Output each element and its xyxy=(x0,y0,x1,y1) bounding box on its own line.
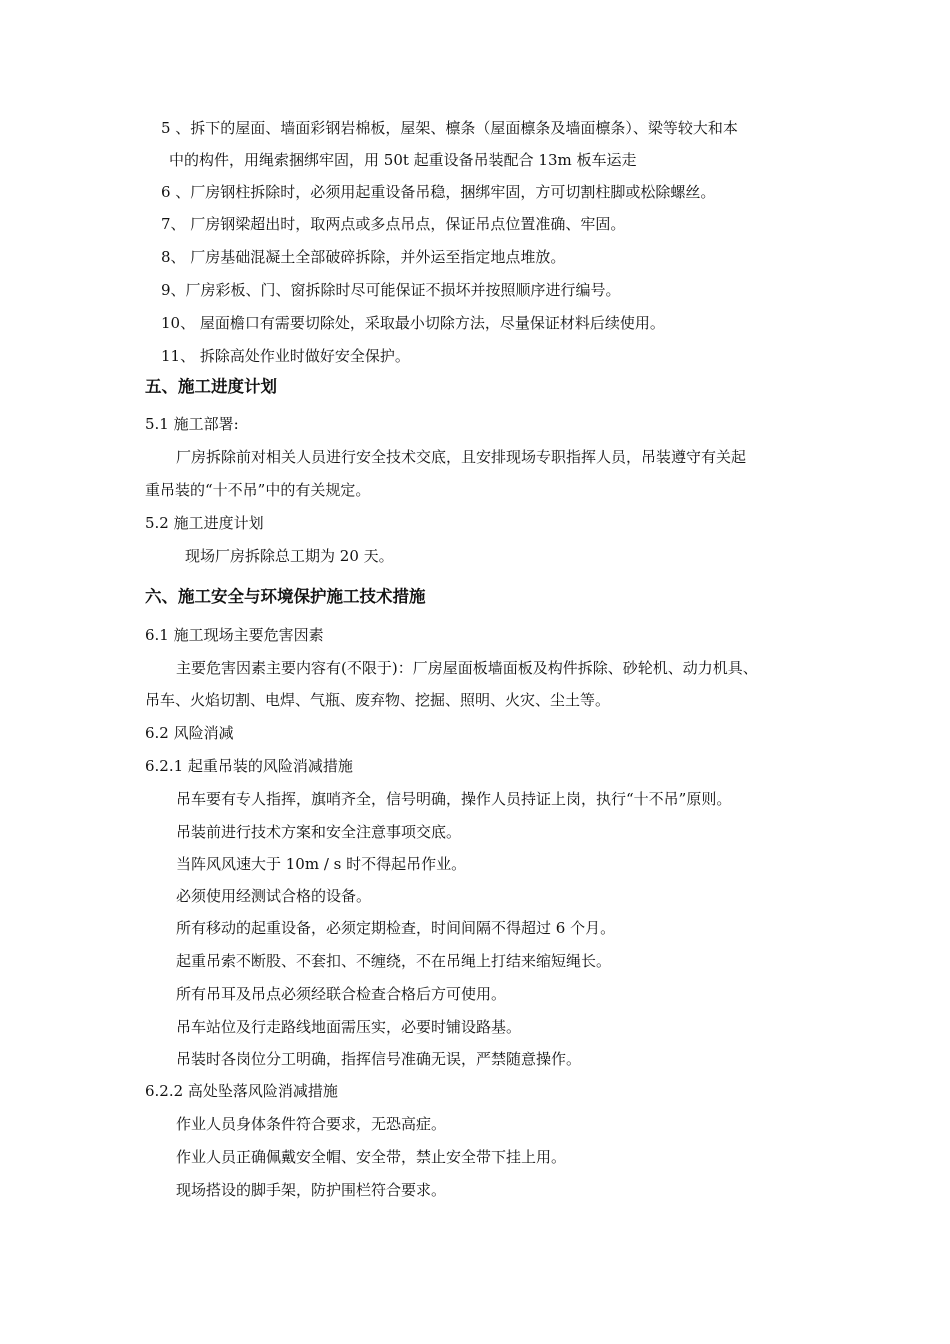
measure-item: 起重吊索不断股、不套扣、不缠绕，不在吊绳上打结来缩短绳长。 xyxy=(176,952,612,970)
measure-item: 吊装时各岗位分工明确，指挥信号准确无误，严禁随意操作。 xyxy=(176,1050,582,1068)
section-5-1-body-line-2: 重吊装的“十不吊”中的有关规定。 xyxy=(145,481,371,499)
list-item-5: 5 、拆下的屋面、墙面彩钢岩棉板，屋架、檩条（屋面檩条及墙面檩条）、梁等较大和本 xyxy=(161,119,738,137)
section-5-2-body: 现场厂房拆除总工期为 20 天。 xyxy=(185,547,394,565)
measure-item: 当阵风风速大于 10m / s 时不得起吊作业。 xyxy=(176,855,467,873)
list-item-8: 8、 厂房基础混凝土全部破碎拆除，并外运至指定地点堆放。 xyxy=(161,248,566,266)
section-6-2-1-title: 6.2.1 起重吊装的风险消减措施 xyxy=(145,757,353,775)
list-item-9: 9、厂房彩板、门、窗拆除时尽可能保证不损坏并按照顺序进行编号。 xyxy=(161,281,621,299)
measure-item: 吊车要有专人指挥，旗哨齐全，信号明确，操作人员持证上岗，执行“十不吊”原则。 xyxy=(176,790,732,808)
measure-item: 现场搭设的脚手架，防护围栏符合要求。 xyxy=(176,1181,447,1199)
section-5-2-title: 5.2 施工进度计划 xyxy=(145,514,264,532)
measure-item: 所有吊耳及吊点必须经联合检查合格后方可使用。 xyxy=(176,985,507,1003)
section-6-1-body-line-1: 主要危害因素主要内容有(不限于)：厂房屋面板墙面板及构件拆除、砂轮机、动力机具、 xyxy=(176,659,758,677)
list-item-7: 7、 厂房钢梁超出时，取两点或多点吊点，保证吊点位置准确、牢固。 xyxy=(161,215,626,233)
list-item-5-continued: 中的构件，用绳索捆绑牢固，用 50t 起重设备吊装配合 13m 板车运走 xyxy=(169,151,637,169)
section-5-1-title: 5.1 施工部署: xyxy=(145,415,239,433)
measure-item: 作业人员身体条件符合要求，无恐高症。 xyxy=(176,1115,447,1133)
measure-item: 作业人员正确佩戴安全帽、安全带，禁止安全带下挂上用。 xyxy=(176,1148,567,1166)
list-item-11: 11、 拆除高处作业时做好安全保护。 xyxy=(161,347,410,365)
section-6-2-2-title: 6.2.2 高处坠落风险消减措施 xyxy=(145,1082,338,1100)
section-5-1-body-line-1: 厂房拆除前对相关人员进行安全技术交底，且安排现场专职指挥人员，吊装遵守有关起 xyxy=(176,448,747,466)
measure-item: 吊车站位及行走路线地面需压实，必要时铺设路基。 xyxy=(176,1018,522,1036)
section-6-1-title: 6.1 施工现场主要危害因素 xyxy=(145,626,324,644)
list-item-10: 10、 屋面檐口有需要切除处，采取最小切除方法，尽量保证材料后续使用。 xyxy=(161,314,665,332)
section-6-2-title: 6.2 风险消减 xyxy=(145,724,234,742)
measure-item: 必须使用经测试合格的设备。 xyxy=(176,887,372,905)
measure-item: 吊装前进行技术方案和安全注意事项交底。 xyxy=(176,823,462,841)
section-6-1-body-line-2: 吊车、火焰切割、电焊、气瓶、废弃物、挖掘、照明、火灾、尘土等。 xyxy=(145,691,611,709)
section-6-heading: 六、施工安全与环境保护施工技术措施 xyxy=(145,587,426,606)
measure-item: 所有移动的起重设备，必须定期检查，时间间隔不得超过 6 个月。 xyxy=(176,919,616,937)
list-item-6: 6 、厂房钢柱拆除时，必须用起重设备吊稳，捆绑牢固，方可切割柱脚或松除螺丝。 xyxy=(161,183,716,201)
section-5-heading: 五、施工进度计划 xyxy=(145,377,277,396)
